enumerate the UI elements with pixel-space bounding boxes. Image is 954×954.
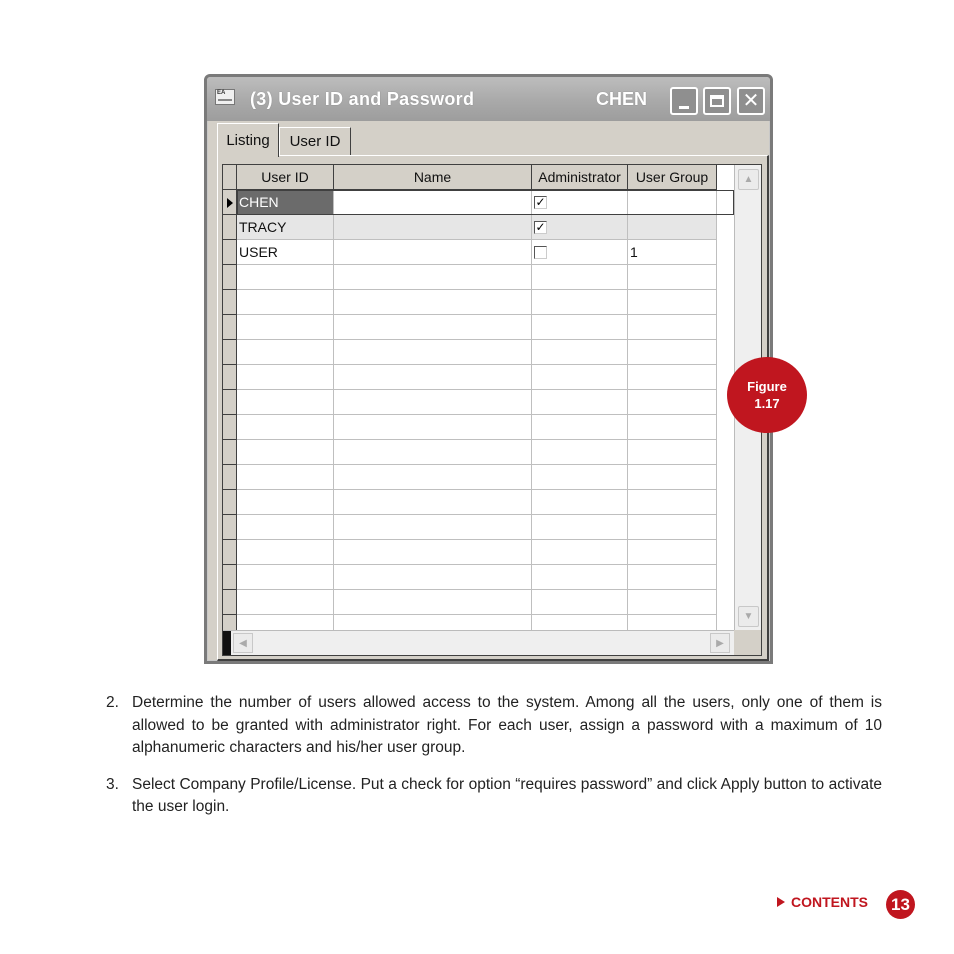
scrollbar-edge (223, 631, 231, 655)
cell-administrator (532, 240, 628, 265)
scroll-right-icon[interactable]: ▶ (710, 633, 730, 653)
empty-cell[interactable] (334, 465, 532, 490)
row-indicator[interactable] (223, 265, 237, 290)
scroll-down-icon[interactable]: ▼ (738, 606, 759, 627)
row-indicator[interactable] (223, 565, 237, 590)
empty-cell[interactable] (532, 315, 628, 340)
empty-cell[interactable] (334, 565, 532, 590)
empty-cell[interactable] (532, 340, 628, 365)
cell-administrator (532, 190, 628, 215)
empty-cell[interactable] (237, 490, 334, 515)
empty-cell[interactable] (628, 590, 717, 615)
empty-cell[interactable] (532, 415, 628, 440)
row-indicator[interactable] (223, 240, 237, 265)
row-indicator[interactable] (223, 590, 237, 615)
current-user-label: CHEN (596, 89, 648, 109)
figure-label: Figure (747, 379, 787, 394)
empty-cell[interactable] (532, 290, 628, 315)
row-indicator[interactable] (223, 165, 237, 190)
contents-label: CONTENTS (791, 894, 868, 910)
minimize-icon[interactable] (670, 87, 698, 115)
empty-cell[interactable] (237, 390, 334, 415)
scroll-up-icon[interactable]: ▲ (738, 169, 759, 190)
empty-cell[interactable] (334, 290, 532, 315)
row-indicator[interactable] (223, 515, 237, 540)
empty-cell[interactable] (237, 515, 334, 540)
empty-cell[interactable] (532, 440, 628, 465)
empty-cell[interactable] (334, 315, 532, 340)
instruction-steps (106, 692, 882, 833)
row-indicator[interactable] (223, 290, 237, 315)
cell-user-id[interactable]: USER (237, 240, 334, 265)
row-indicator[interactable] (223, 315, 237, 340)
empty-cell[interactable] (532, 390, 628, 415)
administrator-checkbox[interactable] (534, 246, 547, 259)
empty-cell[interactable] (532, 590, 628, 615)
row-indicator[interactable] (223, 440, 237, 465)
empty-cell[interactable] (628, 365, 717, 390)
empty-cell[interactable] (532, 565, 628, 590)
empty-cell[interactable] (628, 290, 717, 315)
listing-panel (217, 155, 769, 661)
user-id-password-window (204, 74, 773, 664)
cell-name[interactable] (334, 215, 532, 240)
empty-cell[interactable] (237, 540, 334, 565)
empty-cell[interactable] (532, 490, 628, 515)
empty-cell[interactable] (628, 440, 717, 465)
step-number: 2. (106, 694, 119, 711)
cell-user-group[interactable] (628, 190, 717, 215)
column-header-administrator[interactable]: Administrator (532, 165, 628, 190)
empty-cell[interactable] (628, 540, 717, 565)
cell-user-group[interactable]: 1 (628, 240, 717, 265)
empty-cell[interactable] (237, 315, 334, 340)
empty-cell[interactable] (237, 265, 334, 290)
current-row-pointer-icon (227, 198, 233, 208)
users-grid (222, 164, 762, 656)
contents-link[interactable] (777, 894, 868, 910)
maximize-icon[interactable] (703, 87, 731, 115)
cell-user-id[interactable]: TRACY (237, 215, 334, 240)
empty-cell[interactable] (628, 465, 717, 490)
cell-user-group[interactable] (628, 215, 717, 240)
empty-cell[interactable] (532, 465, 628, 490)
empty-cell[interactable] (532, 515, 628, 540)
empty-cell[interactable] (532, 365, 628, 390)
empty-cell[interactable] (334, 490, 532, 515)
column-header-user-id[interactable]: User ID (237, 165, 334, 190)
empty-cell[interactable] (237, 590, 334, 615)
row-indicator[interactable] (223, 490, 237, 515)
empty-cell[interactable] (628, 515, 717, 540)
tab-user-id[interactable]: User ID (279, 127, 351, 155)
cell-name[interactable] (334, 240, 532, 265)
empty-cell[interactable] (628, 265, 717, 290)
administrator-checkbox[interactable]: ✓ (535, 194, 546, 209)
scroll-left-icon[interactable]: ◀ (233, 633, 253, 653)
empty-cell[interactable] (628, 415, 717, 440)
empty-cell[interactable] (334, 390, 532, 415)
empty-cell[interactable] (532, 540, 628, 565)
page-number: 13 (886, 890, 915, 919)
empty-cell[interactable] (628, 565, 717, 590)
empty-cell[interactable] (628, 340, 717, 365)
scroll-corner (734, 630, 761, 655)
figure-badge (727, 357, 807, 433)
play-triangle-icon (777, 897, 785, 907)
row-indicator[interactable] (223, 390, 237, 415)
row-indicator[interactable] (223, 190, 237, 215)
cell-user-id[interactable]: CHEN (237, 190, 334, 215)
empty-cell[interactable] (628, 315, 717, 340)
row-indicator-column (223, 165, 237, 656)
empty-cell[interactable] (628, 390, 717, 415)
row-indicator[interactable] (223, 415, 237, 440)
row-indicator[interactable] (223, 540, 237, 565)
empty-cell[interactable] (334, 265, 532, 290)
tab-listing[interactable]: Listing (217, 123, 279, 157)
row-indicator[interactable] (223, 365, 237, 390)
empty-cell[interactable] (334, 440, 532, 465)
empty-cell[interactable] (237, 365, 334, 390)
empty-cell[interactable] (532, 265, 628, 290)
empty-cell[interactable] (237, 415, 334, 440)
window-titlebar[interactable] (207, 77, 770, 121)
step-item (106, 774, 882, 819)
row-indicator[interactable] (223, 340, 237, 365)
row-indicator[interactable] (223, 215, 237, 240)
empty-cell[interactable] (334, 540, 532, 565)
empty-cell[interactable] (334, 415, 532, 440)
column-header-name[interactable]: Name (334, 165, 532, 190)
cell-name[interactable] (334, 190, 532, 215)
empty-cell[interactable] (334, 590, 532, 615)
app-icon[interactable]: EA (215, 89, 235, 105)
empty-cell[interactable] (334, 340, 532, 365)
horizontal-scrollbar[interactable] (223, 630, 734, 655)
step-text: Select Company Profile/License. Put a check for option “requires password” and click Apply button to activate the user login. (132, 775, 882, 815)
empty-cell[interactable] (334, 515, 532, 540)
step-number: 3. (106, 775, 119, 793)
empty-cell[interactable] (237, 290, 334, 315)
row-indicator[interactable] (223, 465, 237, 490)
empty-cell[interactable] (237, 465, 334, 490)
empty-cell[interactable] (237, 565, 334, 590)
step-text: Determine the number of users allowed access to the system. Among all the users, only one of them is allowed to be granted with administrator right. For each user, assign a password with a maximum of 10 alphanumeric characters and his/her user group. (132, 694, 882, 756)
cell-administrator (532, 215, 628, 240)
column-header-user-group[interactable]: User Group (628, 165, 717, 190)
empty-cell[interactable] (237, 440, 334, 465)
administrator-checkbox[interactable]: ✓ (535, 219, 546, 234)
close-icon[interactable]: ✕ (737, 87, 765, 115)
empty-cell[interactable] (334, 365, 532, 390)
figure-number: 1.17 (754, 396, 780, 411)
window-title: (3) User ID and Password (250, 89, 475, 109)
step-item (106, 692, 882, 760)
empty-cell[interactable] (628, 490, 717, 515)
empty-cell[interactable] (237, 340, 334, 365)
